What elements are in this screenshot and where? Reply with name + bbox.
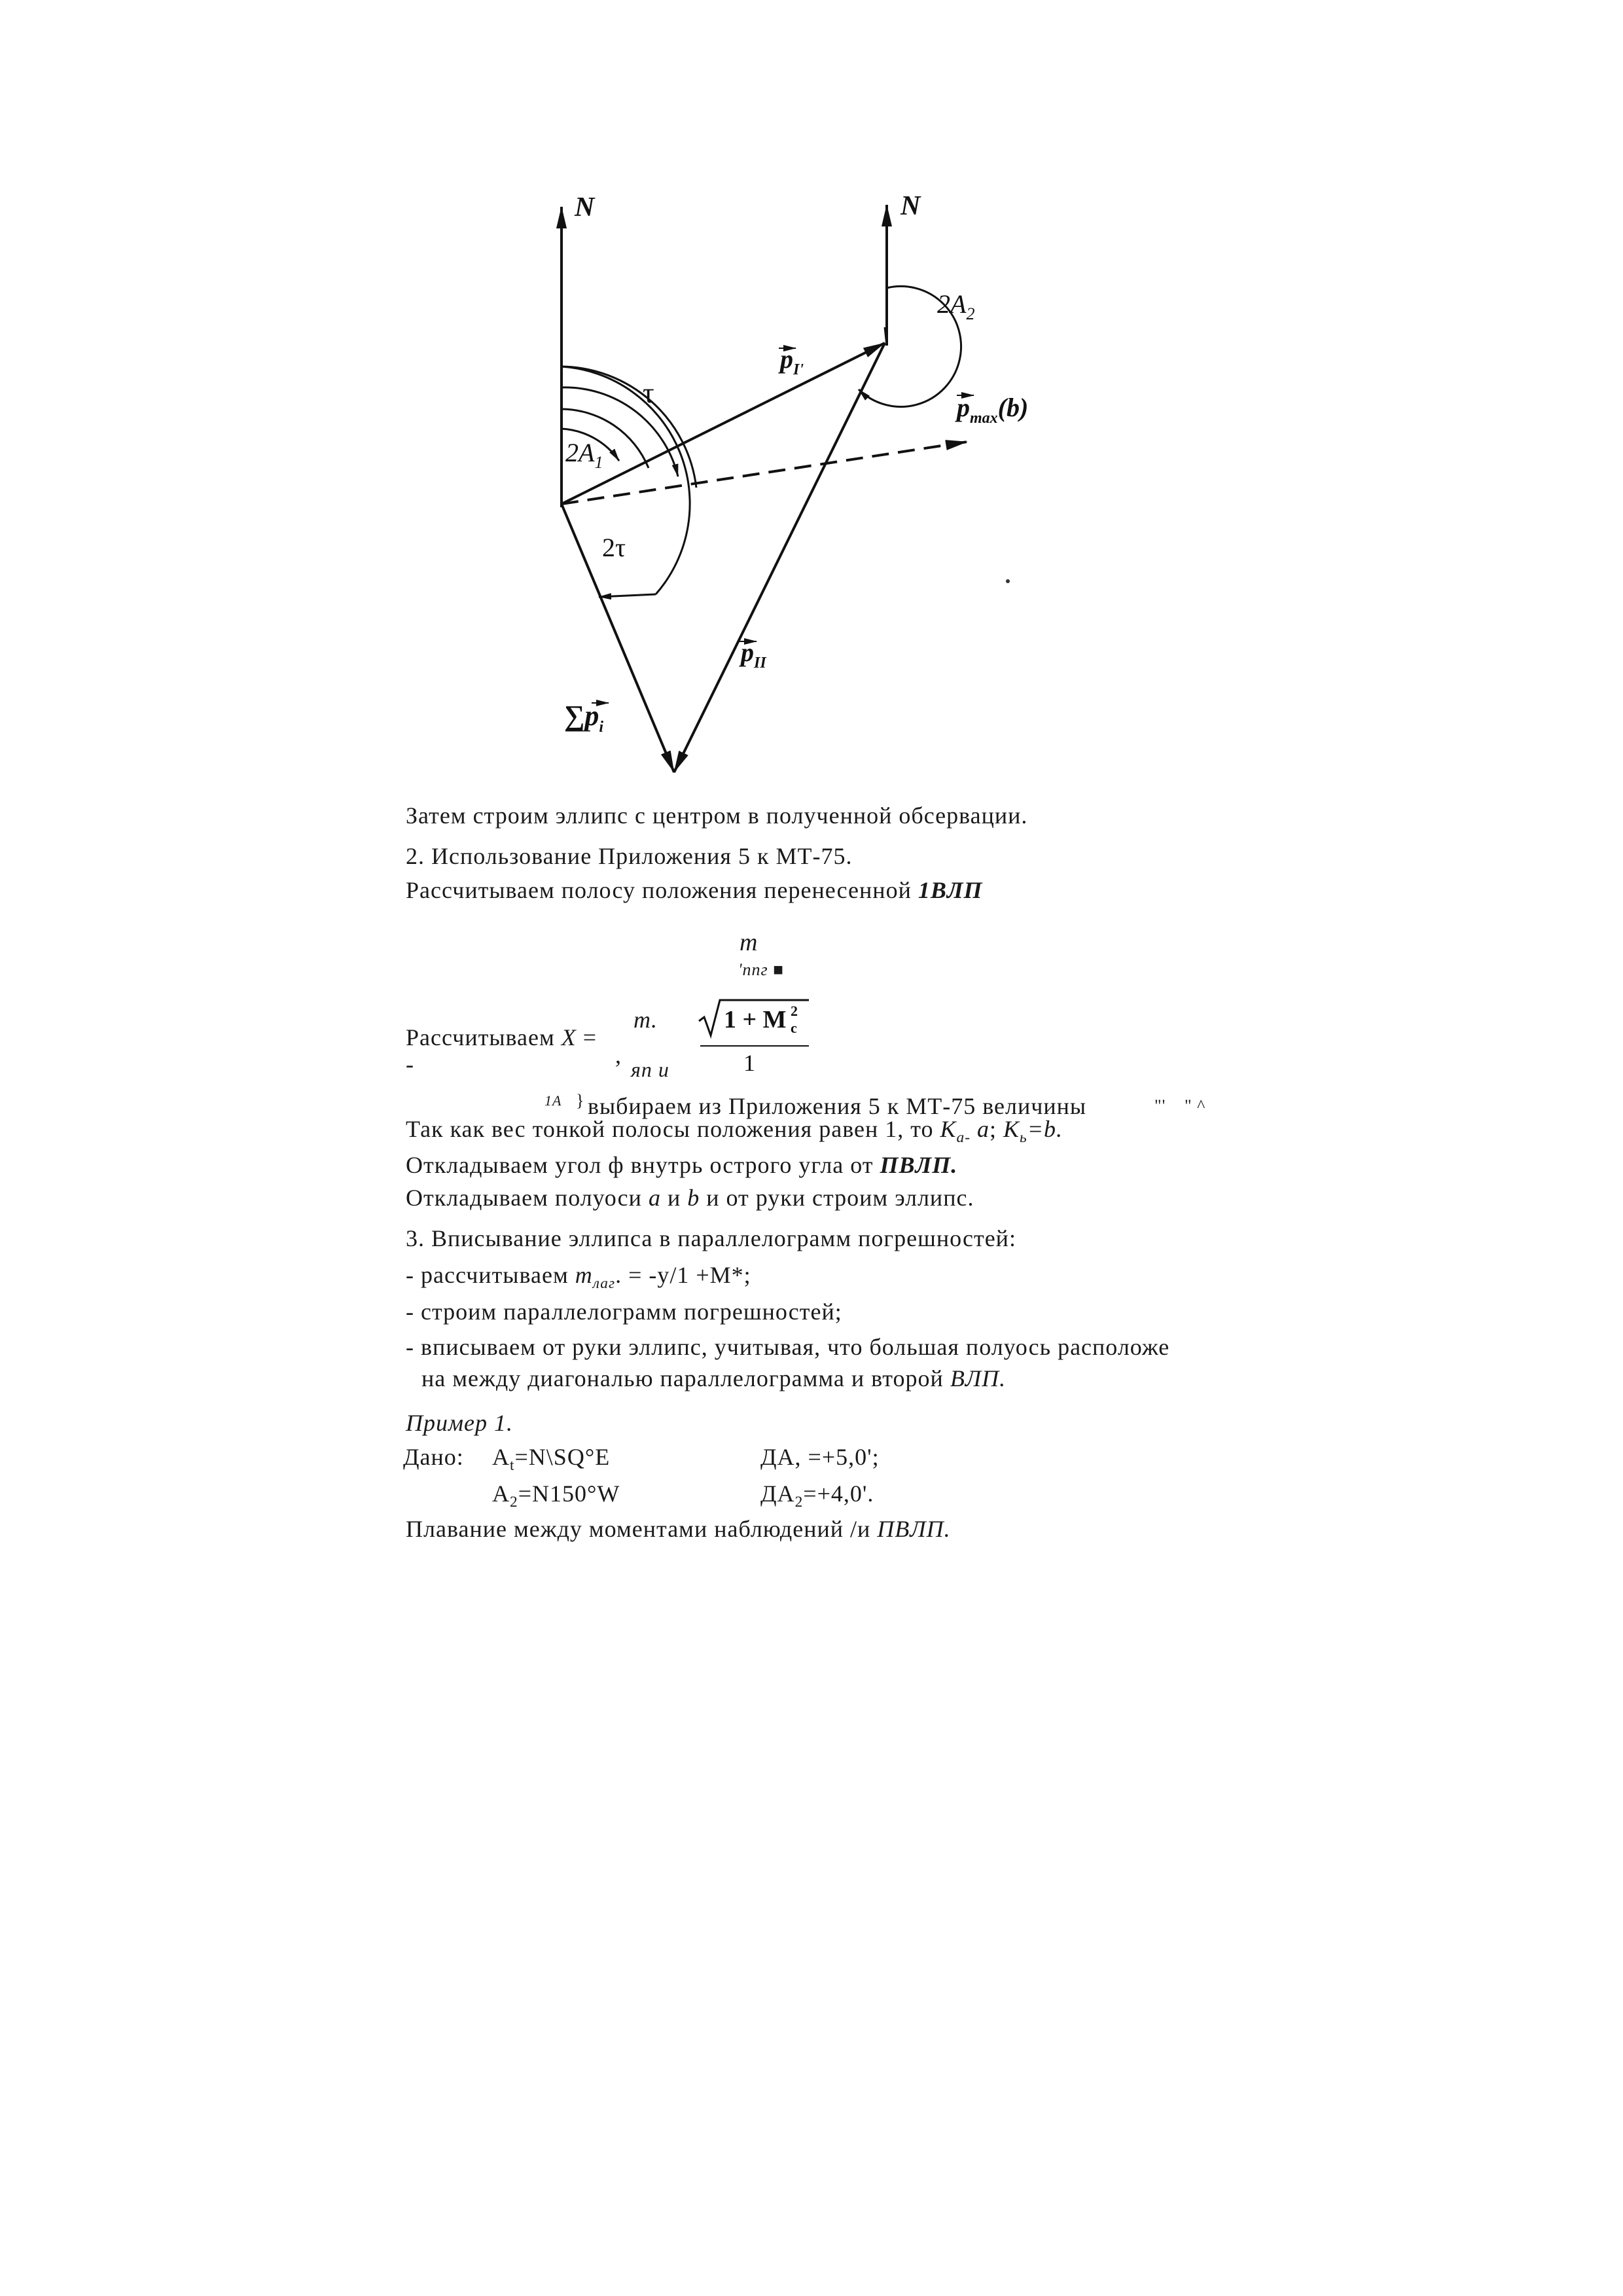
marks-1: "' xyxy=(1154,1096,1166,1115)
given-label: Дано: xyxy=(403,1444,464,1470)
bullet3b-pre: на между диагональю параллелограмма и второй xyxy=(421,1365,944,1391)
text-section-2-title: 2. Использование Приложения 5 к МТ-75. xyxy=(406,843,853,869)
vector-p2 xyxy=(674,343,885,772)
frac-top-m: m xyxy=(740,929,758,956)
text-section-3-title: 3. Вписывание эллипса в параллелограмм погрешностей: xyxy=(406,1225,1016,1251)
calc-eq: = xyxy=(582,1024,597,1050)
text-line-band xyxy=(406,876,983,905)
text-line-band-main: Рассчитываем полосу положения перенесенной xyxy=(406,877,912,903)
kb-value: =b. xyxy=(1027,1116,1063,1142)
ka-symbol: $K_{a-}$ xyxy=(940,1116,971,1147)
text-line-weight xyxy=(406,1115,1063,1152)
angle-pre: Откладываем угол ф внутрь острого угла от xyxy=(406,1152,874,1178)
stray-dot xyxy=(1006,579,1010,583)
calc-var: X xyxy=(561,1024,577,1050)
angle-bold: ПВЛП. xyxy=(880,1152,958,1178)
label-pII: $p_{II}$ xyxy=(741,637,766,672)
bullet3b-it: ВЛП. xyxy=(950,1365,1007,1391)
calc-frac-sub: яп и xyxy=(631,1058,669,1081)
text-line-ellipse-center: Затем строим эллипс с центром в полученной обсервации. xyxy=(406,802,1028,829)
label-pmax: $p_{max}(b)$ xyxy=(957,393,1029,427)
bullet-inscribe: - вписываем от руки эллипс, учитывая, что большая полуось расположе xyxy=(406,1334,1170,1360)
label-sum-pi: $\sum p_i$ xyxy=(564,700,604,736)
north-label-left: N xyxy=(575,192,595,223)
given-a1: $A_t=N\backslash SQ^\circ E$ xyxy=(492,1444,611,1475)
sep: ; xyxy=(990,1116,997,1142)
sqrt-exp: 2 xyxy=(791,1003,798,1019)
arc-2tau-end xyxy=(599,594,656,597)
given-da2: $ДА_2=+4,0'$. xyxy=(760,1480,874,1511)
text-line-last xyxy=(406,1515,951,1543)
north-label-right: N xyxy=(901,191,921,221)
axes-post: и от руки строим эллипс. xyxy=(706,1185,974,1211)
bullet-calc xyxy=(406,1261,751,1298)
bullet-inscribe-cont xyxy=(421,1364,1006,1393)
small-brace: } xyxy=(576,1091,585,1110)
bullet1-m: $m_{лаг}$ xyxy=(575,1262,616,1293)
svg-text:1 + M xyxy=(724,1006,787,1033)
frac-top-sub: 'ппг ■ xyxy=(738,960,784,979)
label-tau: τ xyxy=(643,377,654,409)
text-line-angle xyxy=(406,1151,957,1179)
bullet1-post: . = -у/1 +М*; xyxy=(615,1262,751,1288)
label-2A1: $2A_1$ xyxy=(565,438,603,472)
text-line-band-bold: 1ВЛП xyxy=(918,877,983,903)
last-it: ПВЛП. xyxy=(877,1516,951,1542)
sqrt-den: 1 xyxy=(743,1050,755,1073)
sqrt-formula xyxy=(694,995,812,1073)
bullet1-pre: - рассчитываем xyxy=(406,1262,569,1288)
given-da1: ДА, =+5,0'; xyxy=(760,1444,880,1470)
label-p1: $p_{I'}$ xyxy=(780,344,804,378)
calc-frac-comma: , xyxy=(615,1042,622,1068)
weight-pre: Так как вес тонкой полосы положения равен 1, то xyxy=(406,1116,934,1142)
calc-prefix: Рассчитываем xyxy=(406,1024,555,1050)
sqrt-expr: 1 + M xyxy=(724,1006,787,1033)
last-pre: Плавание между моментами наблюдений /и xyxy=(406,1516,871,1542)
calc-frac-m: m. xyxy=(633,1007,658,1033)
text-line-select: выбираем из Приложения 5 к МТ-75 величины xyxy=(588,1093,1087,1119)
sqrt-sub: c xyxy=(791,1020,797,1036)
axes-pre: Откладываем полуоси xyxy=(406,1185,642,1211)
axis-b: b xyxy=(687,1185,700,1211)
bullet-build: - строим параллелограмм погрешностей; xyxy=(406,1299,842,1325)
ka-value: a xyxy=(977,1116,990,1142)
example-title: Пример 1. xyxy=(406,1410,513,1436)
vector-diagram xyxy=(0,0,1623,812)
small-1A: 1А xyxy=(544,1092,562,1109)
axes-and: и xyxy=(667,1185,681,1211)
label-2tau: 2τ xyxy=(602,533,626,562)
kb-symbol: $K_ь$ xyxy=(1003,1116,1027,1147)
calc-line xyxy=(406,1023,597,1052)
marks-2: " ^ xyxy=(1185,1096,1206,1115)
text-line-axes xyxy=(406,1183,974,1212)
axis-a: a xyxy=(648,1185,661,1211)
given-a2: $A_2=N150^\circ W$ xyxy=(492,1480,620,1511)
label-2A2: $2A_2$ xyxy=(937,289,975,323)
text-dash: - xyxy=(406,1051,414,1077)
